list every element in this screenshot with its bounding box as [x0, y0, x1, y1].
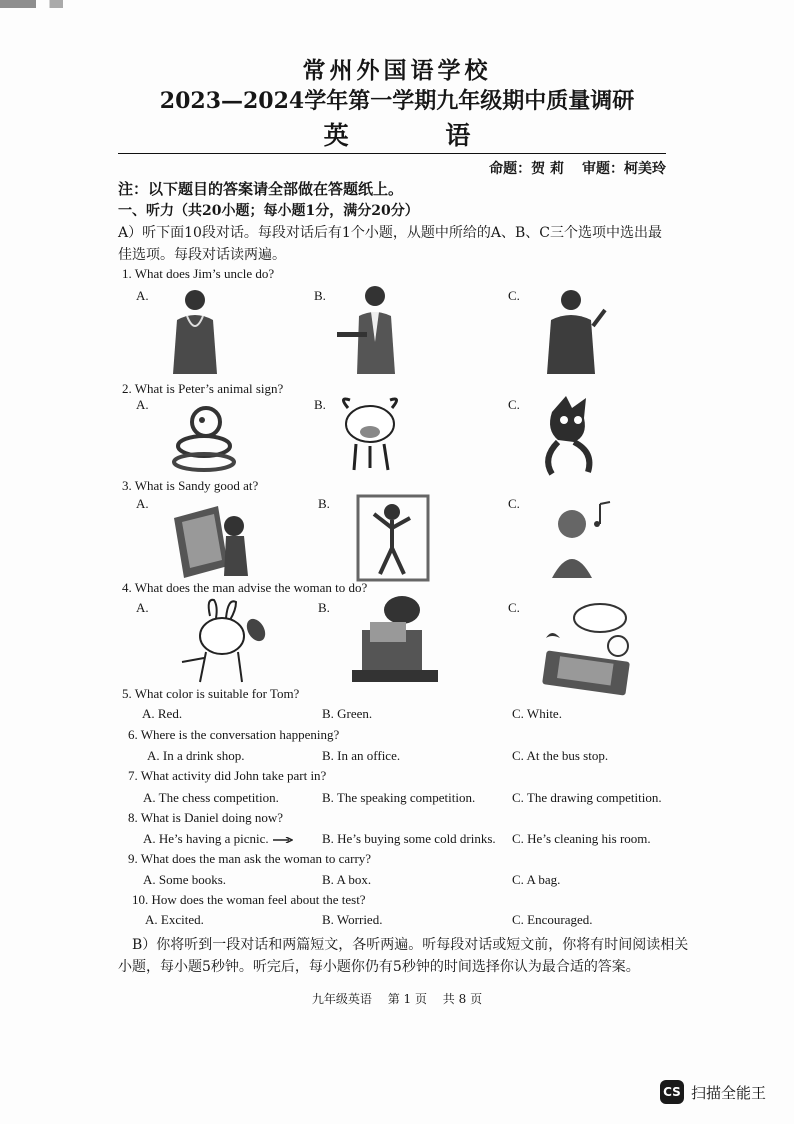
- subject-title: 英 语: [323, 121, 515, 150]
- q8-option-b: B. He’s buying some cold drinks.: [322, 831, 496, 846]
- instruction-b-line1: B）你将听到一段对话和两篇短文，各听两遍。听每段对话或短文前，你将有时间阅读相关: [132, 937, 689, 953]
- q7-option-b: B. The speaking competition.: [322, 790, 476, 805]
- horse-icon: [538, 392, 610, 478]
- scanner-app-name: 扫描全能王: [691, 1083, 767, 1102]
- q7-option-a: A. The chess competition.: [143, 790, 279, 805]
- q3-option-a: A.: [136, 496, 149, 511]
- singer-icon: [538, 494, 620, 584]
- school-title: 常州外国语学校: [302, 57, 492, 84]
- question-7: 7. What activity did John take part in?: [128, 768, 327, 783]
- question-2: 2. What is Peter’s animal sign?: [122, 381, 284, 396]
- author-reviewer: 审题：柯美玲: [582, 161, 666, 177]
- q4-option-b: B.: [318, 600, 330, 615]
- q6-option-b: B. In an office.: [322, 748, 401, 763]
- question-10: 10. How does the woman feel about the test?: [132, 892, 366, 907]
- q2-option-c: C.: [508, 397, 520, 412]
- question-4: 4. What does the man advise the woman to do?: [122, 580, 368, 595]
- header-divider: [118, 153, 666, 154]
- author-setter: 命题：贺 莉: [489, 161, 564, 177]
- q9-option-a: A. Some books.: [143, 872, 227, 887]
- question-6: 6. Where is the conversation happening?: [128, 727, 340, 742]
- q1-option-b: B.: [314, 288, 326, 303]
- question-1: 1. What does Jim’s uncle do?: [122, 266, 275, 281]
- q9-option-b: B. A box.: [322, 872, 372, 887]
- q1-option-a: A.: [136, 288, 149, 303]
- q2-option-a: A.: [136, 397, 149, 412]
- q8-option-a: [143, 831, 293, 847]
- books-icon: [168, 500, 252, 580]
- q5-option-b: B. Green.: [322, 706, 373, 721]
- q5-option-a: A. Red.: [142, 706, 183, 721]
- rabbit-drinking-icon: [176, 596, 270, 686]
- scanner-watermark: [660, 1080, 766, 1104]
- question-5: 5. What color is suitable for Tom?: [122, 686, 300, 701]
- waiter-with-tray-icon: [335, 282, 413, 377]
- cow-reading-icon: [346, 592, 442, 688]
- sleeping-phone-icon: [536, 598, 634, 696]
- q10-option-a: A. Excited.: [145, 912, 204, 927]
- authors: [489, 158, 666, 178]
- q5-option-c: C. White.: [512, 706, 562, 721]
- q8-option-c: C. He’s cleaning his room.: [512, 831, 651, 846]
- q7-option-c: C. The drawing competition.: [512, 790, 662, 805]
- q6-option-c: C. At the bus stop.: [512, 748, 609, 763]
- instruction-a-line2: 佳选项。每段对话读两遍。: [118, 247, 286, 263]
- answer-note: 注：以下题目的答案请全部做在答题纸上。: [118, 180, 404, 198]
- snake-icon: [168, 400, 240, 472]
- goat-icon: [330, 394, 410, 476]
- page-footer: 九年级英语 第 1 页 共 8 页: [311, 992, 483, 1006]
- q1-option-c: C.: [508, 288, 520, 303]
- dancer-icon: [356, 494, 430, 582]
- q4-option-a: A.: [136, 600, 149, 615]
- instruction-a-line1: A）听下面10段对话。每段对话后有1个小题，从题中所给的A、B、C三个选项中选出最: [118, 225, 662, 241]
- question-9: 9. What does the man ask the woman to carry?: [128, 851, 372, 866]
- camscanner-logo-icon: CS: [660, 1080, 684, 1104]
- q10-option-b: B. Worried.: [322, 912, 383, 927]
- q3-option-b: B.: [318, 496, 330, 511]
- arrow-right-icon: [273, 837, 293, 843]
- scan-corner-mark: [0, 0, 90, 8]
- question-8: 8. What is Daniel doing now?: [128, 810, 284, 825]
- q10-option-c: C. Encouraged.: [512, 912, 593, 927]
- exam-title: 2023—2024学年第一学期九年级期中质量调研: [159, 88, 635, 114]
- question-3: 3. What is Sandy good at?: [122, 478, 259, 493]
- q8-option-a-text: A. He’s having a picnic.: [143, 831, 269, 846]
- doctor-with-stethoscope-icon: [165, 286, 225, 376]
- instruction-b-line2: 小题，每小题5秒钟。听完后，每小题你仍有5秒钟的时间选择你认为最合适的答案。: [118, 959, 640, 975]
- q9-option-c: C. A bag.: [512, 872, 561, 887]
- q2-option-b: B.: [314, 397, 326, 412]
- q4-option-c: C.: [508, 600, 520, 615]
- q3-option-c: C.: [508, 496, 520, 511]
- q6-option-a: A. In a drink shop.: [147, 748, 245, 763]
- section-listening-title: 一、听力（共20小题；每小题1分，满分20分）: [118, 203, 419, 219]
- man-speaking-icon: [543, 286, 613, 376]
